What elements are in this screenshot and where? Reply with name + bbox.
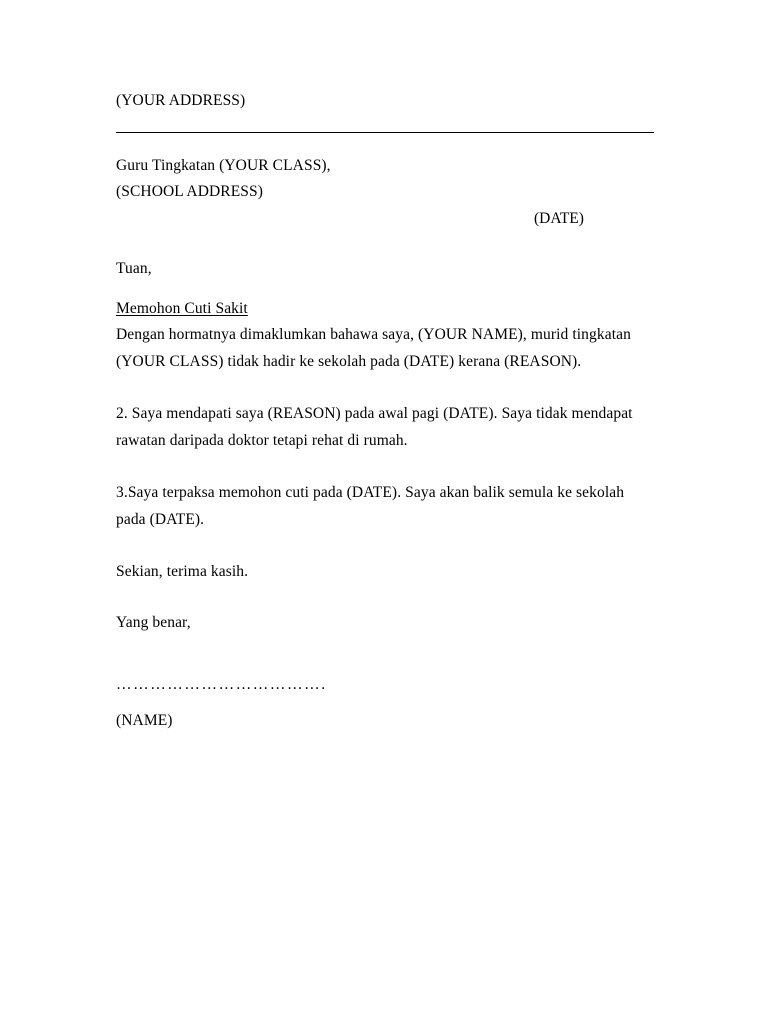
spacer: [116, 662, 656, 675]
spacer: [116, 586, 656, 610]
spacer: [116, 375, 656, 401]
signature-line: ……………………………….: [116, 676, 327, 693]
closing-thanks: Sekian, terima kasih.: [116, 563, 249, 580]
spacer: [116, 695, 656, 708]
paragraph-1: Dengan hormatnya dimaklumkan bahawa saya, (YOUR NAME), murid tingkatan (YOUR CLASS) tidak hadir ke sekolah pada (DATE) kerana (REASON).: [116, 326, 631, 370]
subject-heading: [116, 296, 656, 323]
spacer: [116, 454, 656, 480]
spacer: [116, 636, 656, 662]
letter-date: (DATE): [534, 209, 584, 227]
spacer: [116, 283, 656, 296]
spacer: [116, 232, 656, 256]
closing-sincerely: Yang benar,: [116, 613, 191, 631]
recipient-line-2: (SCHOOL ADDRESS): [116, 183, 264, 200]
horizontal-rule: [116, 132, 654, 133]
sender-address: (YOUR ADDRESS): [116, 92, 246, 109]
spacer: [116, 533, 656, 559]
subject-text: Memohon Cuti Sakit: [116, 299, 248, 317]
signature-name: (NAME): [116, 712, 173, 729]
recipient-line-1: Guru Tingkatan (YOUR CLASS),: [116, 156, 331, 174]
paragraph-2: 2. Saya mendapati saya (REASON) pada awal pagi (DATE). Saya tidak mendapat rawatan daripada doktor tetapi rehat di rumah.: [116, 405, 633, 449]
salutation: Tuan,: [116, 260, 152, 277]
paragraph-3: 3.Saya terpaksa memohon cuti pada (DATE). Saya akan balik semula ke sekolah pada (DATE).: [116, 484, 625, 528]
letter-body: [116, 88, 656, 735]
